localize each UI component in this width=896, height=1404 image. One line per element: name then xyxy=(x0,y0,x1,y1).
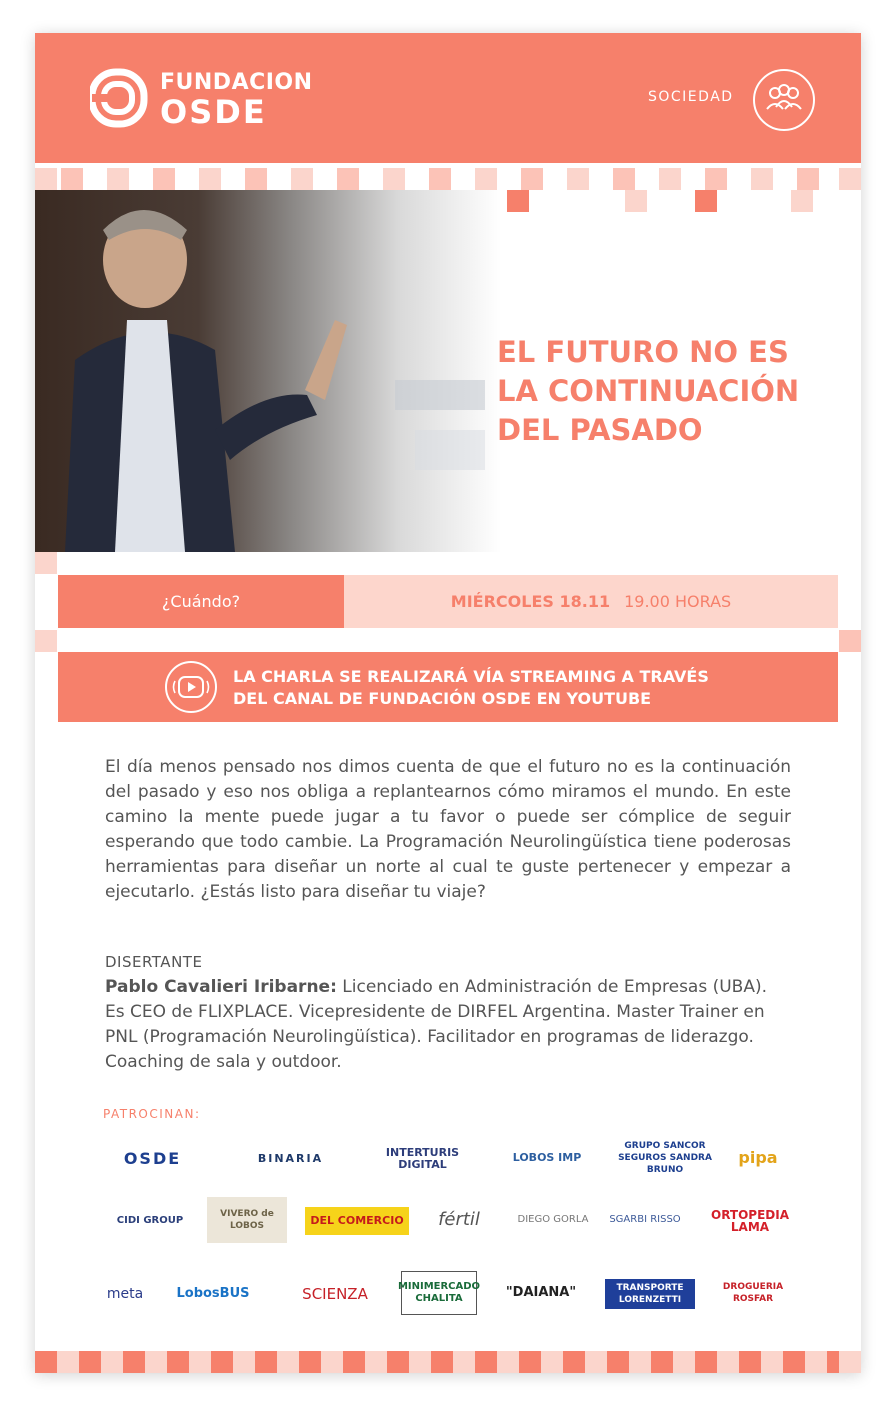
speaker-section-title: DISERTANTE xyxy=(105,953,203,971)
streaming-banner xyxy=(58,652,838,722)
event-date-row xyxy=(58,575,838,628)
event-time: 19.00 HORAS xyxy=(624,592,732,611)
sponsor-logo-vivero: VIVERO de LOBOS xyxy=(207,1197,287,1243)
video-play-icon xyxy=(165,661,217,713)
streaming-text xyxy=(233,666,813,710)
sponsors-title: PATROCINAN: xyxy=(103,1107,201,1121)
when-label: ¿Cuándo? xyxy=(58,575,344,628)
sponsor-logo-interturis: INTERTURIS DIGITAL xyxy=(385,1146,460,1171)
streaming-line-1: LA CHARLA SE REALIZARÁ VÍA STREAMING A TRAVÉS xyxy=(233,667,709,686)
sponsor-logo-binaria: BINARIA xyxy=(257,1152,324,1165)
speaker-bio xyxy=(105,975,791,1075)
pixel-decoration xyxy=(35,552,57,574)
sponsor-logo-ortopedia-lama: ORTOPEDIA LAMA xyxy=(711,1208,789,1234)
sponsor-logo-lorenzetti: TRANSPORTE LORENZETTI xyxy=(605,1279,695,1309)
sponsor-logo-fertil: fértil xyxy=(438,1209,480,1230)
event-flyer xyxy=(35,33,861,1373)
sponsor-logo-rosfar: DROGUERIA ROSFAR xyxy=(722,1282,784,1304)
header-banner xyxy=(35,33,861,163)
pixel-decoration-bottom xyxy=(35,1351,861,1373)
category-label: SOCIEDAD xyxy=(648,89,734,105)
sponsor-logo-meta: meta xyxy=(106,1286,144,1302)
sponsor-logo-lobos-imp: LOBOS IMP xyxy=(512,1151,582,1164)
pixel-decoration xyxy=(839,630,861,652)
sponsor-logo-lobos-bus: LobosBUS xyxy=(176,1286,250,1301)
headline-line-1: EL FUTURO NO ES xyxy=(497,335,789,369)
sponsor-logo-sancor: GRUPO SANCOR SEGUROS SANDRA BRUNO xyxy=(618,1141,712,1175)
event-datetime xyxy=(344,575,838,628)
event-day: MIÉRCOLES 18.11 xyxy=(450,592,611,611)
people-group-icon xyxy=(753,69,815,131)
headline-line-3: DEL PASADO xyxy=(497,413,703,447)
headline-line-2: LA CONTINUACIÓN xyxy=(497,374,800,408)
sponsor-logo-sgarbi-risso: SGARBI RISSO xyxy=(609,1214,681,1225)
sponsor-logo-osde: OSDE xyxy=(123,1149,182,1168)
logo-text-fundacion: FUNDACION xyxy=(160,70,313,95)
sponsor-logo-daiana: "DAIANA" xyxy=(505,1285,577,1300)
sponsor-logo-pipa: pipa xyxy=(738,1148,778,1167)
sponsor-logo-scienza: SCIENZA xyxy=(302,1285,368,1303)
sponsor-logo-del-comercio: DEL COMERCIO xyxy=(305,1207,409,1235)
sponsor-logos xyxy=(95,1131,805,1331)
streaming-line-2: DEL CANAL DE FUNDACIÓN OSDE EN YOUTUBE xyxy=(233,689,652,708)
sponsor-logo-diego-gorla: DIEGO GORLA xyxy=(517,1214,589,1225)
sponsor-logo-cidi: CIDI GROUP xyxy=(116,1215,184,1226)
sponsor-logo-chalita: MINIMERCADO CHALITA xyxy=(401,1271,477,1315)
speaker-photo xyxy=(35,190,501,552)
pixel-decoration xyxy=(35,630,57,652)
logo-text-osde: OSDE xyxy=(160,93,267,131)
event-headline xyxy=(497,333,827,450)
speaker-bio-text: Licenciado en Administración de Empresas (UBA). Es CEO de FLIXPLACE. Vicepresidente de DIRFEL Argentina. Master Trainer en PNL (Programación Neurolingüística). Facilitador en programas de liderazgo. Coaching de sala y outdoor. xyxy=(105,977,768,1072)
speaker-name: Pablo Cavalieri Iribarne: xyxy=(105,977,337,997)
event-description: El día menos pensado nos dimos cuenta de que el futuro no es la continuación del pasado y eso nos obliga a replantearnos cómo miramos el mundo. En este camino la mente puede jugar a tu favor o puede ser cómplice de seguir esperando que todo cambie. La Programación Neurolingüística tiene poderosas herramientas para diseñar un norte al cual te guste pertenecer y empezar a ejecutarlo. ¿Estás listo para diseñar tu viaje? xyxy=(105,757,791,902)
